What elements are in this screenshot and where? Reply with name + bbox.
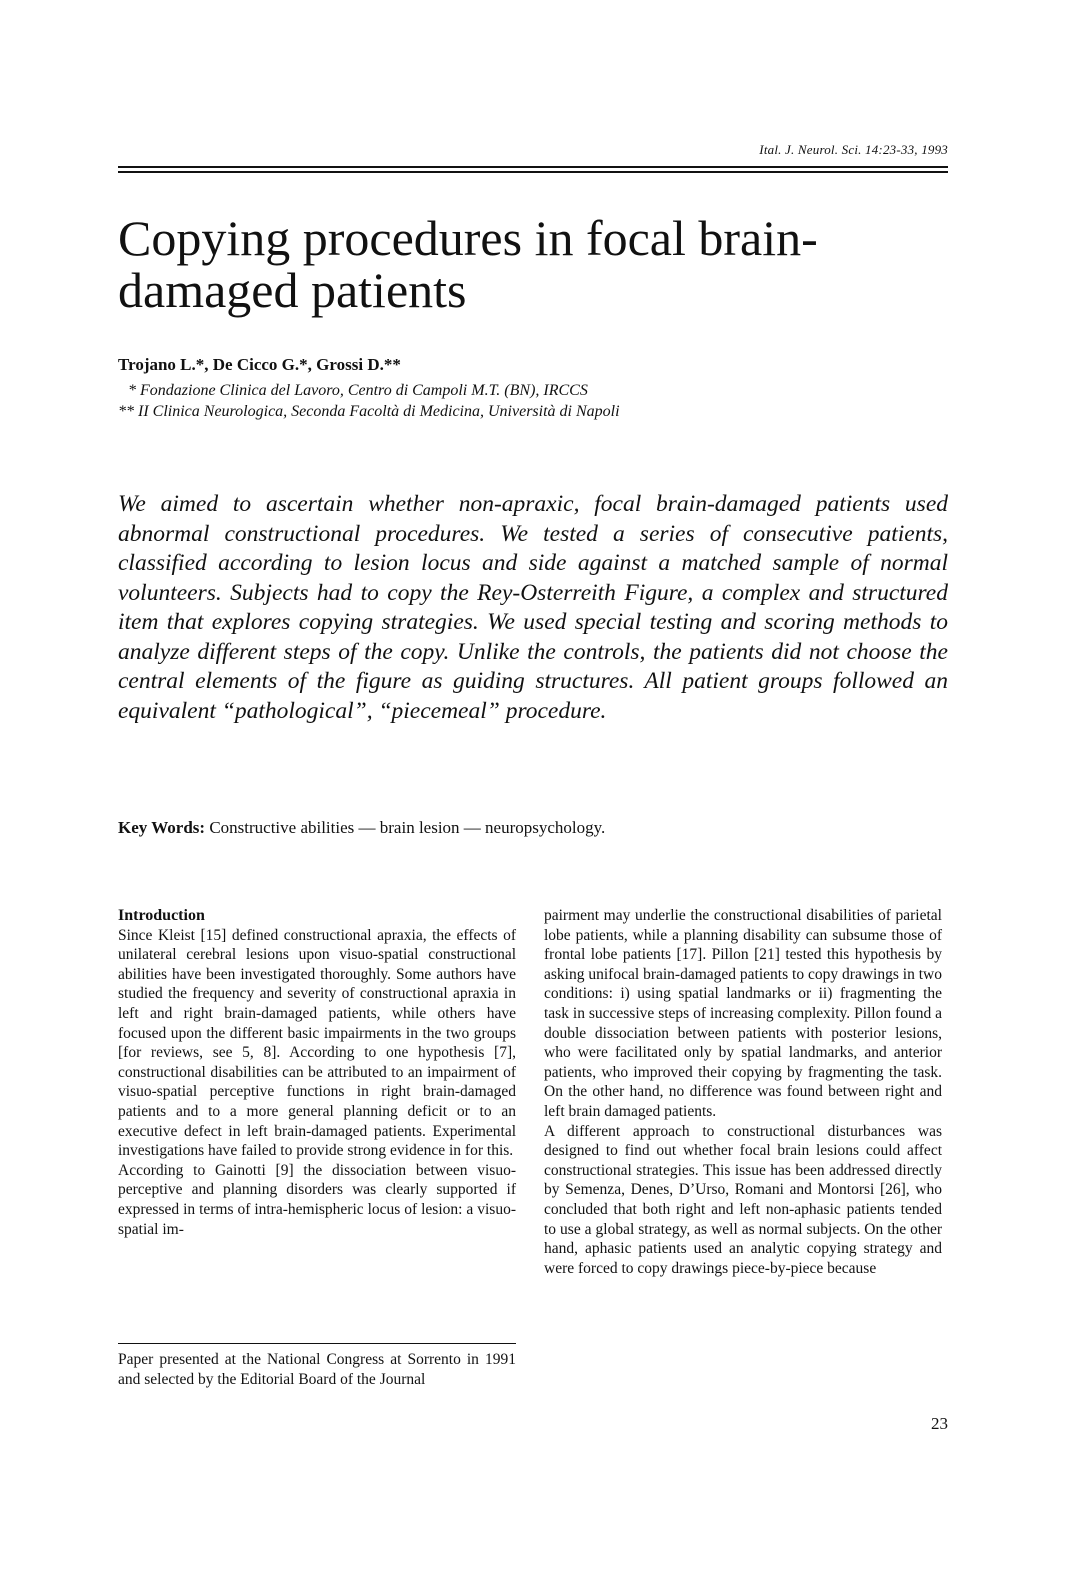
affiliation-2: ** II Clinica Neurologica, Seconda Facoltà di Medicina, Università di Napoli xyxy=(118,403,620,420)
keywords-label: Key Words: xyxy=(118,818,206,837)
left-column xyxy=(118,906,516,1239)
paragraph: pairment may underlie the constructional disabilities of parietal lobe patients, while a planning disability can subsume those of frontal lobe patients [17]. Pillon [21] tested this hypothesis by asking unifocal brain-damaged patients to copy drawings in two conditions: i) using spatial landmarks or ii) fragmenting the task in successive steps of increasing complexity. Pillon found a double dissociation between patients with posterior lesions, who were facilitated only by spatial landmarks, and anterior patients, who improved their copying by fragmenting the task. On the other hand, no difference was found between right and left brain damaged patients. xyxy=(544,907,942,1120)
paragraph: Since Kleist [15] defined constructional apraxia, the effects of unilateral cerebral lesions upon visuo-spatial constructional abilities have been investigated thoroughly. Some authors have studied the frequency and severity of constructional apraxia in left and right brain-damaged patients, while others have focused upon the different basic impairments in the two groups [for reviews, see 5, 8]. According to one hypothesis [7], constructional disabilities can be attributed to an impairment of visuo-spatial perceptive functions in right brain-damaged patients and to a more general planning deficit or to an executive defect in left brain-damaged patients. Experimental investigations have failed to provide strong evidence in for this. xyxy=(118,926,516,1160)
header-rule-bottom xyxy=(118,171,948,173)
paragraph: According to Gainotti [9] the dissociation between visuo-perceptive and planning disorders was clearly supported if expressed in terms of intra-hemispheric locus of lesion: a visuo-spatial im- xyxy=(118,1161,516,1238)
paragraph: A different approach to constructional disturbances was designed to find out whether focal brain lesions could affect constructional strategies. This issue has been addressed directly by Semenza, Denes, D’Urso, Romani and Montorsi [26], who concluded that both right and left non-aphasic patients tended to use a global strategy, as well as normal subjects. On the other hand, aphasic patients used an analytic copying strategy and were forced to copy drawings piece-by-piece because xyxy=(544,1122,942,1277)
abstract: We aimed to ascertain whether non-apraxic, focal brain-damaged patients used abnormal constructional procedures. We tested a series of consecutive patients, classified according to lesion locus and side against a matched sample of normal volunteers. Subjects had to copy the Rey-Osterreith Figure, a complex and structured item that explores copying strategies. We used special testing and scoring methods to analyze different steps of the copy. Unlike the controls, the patients did not choose the central elements of the figure as guiding structures. All patient groups followed an equivalent “pathological”, “piecemeal” procedure. xyxy=(118,491,948,724)
footnote: Paper presented at the National Congress at Sorrento in 1991 and selected by the Editorial Board of the Journal xyxy=(118,1351,516,1388)
keywords xyxy=(118,818,605,838)
affiliation-1: * Fondazione Clinica del Lavoro, Centro di Campoli M.T. (BN), IRCCS xyxy=(128,382,588,399)
article-title: Copying procedures in focal brain-damaged patients xyxy=(118,210,818,318)
page-number: 23 xyxy=(931,1414,948,1433)
journal-reference: Ital. J. Neurol. Sci. 14:23-33, 1993 xyxy=(759,142,948,157)
section-heading: Introduction xyxy=(118,907,205,924)
authors: Trojano L.*, De Cicco G.*, Grossi D.** xyxy=(118,355,401,374)
keywords-text: Constructive abilities — brain lesion — neuropsychology. xyxy=(209,818,606,837)
footnote-rule xyxy=(118,1343,516,1344)
header-rule-top xyxy=(118,166,948,168)
right-column xyxy=(544,906,942,1278)
